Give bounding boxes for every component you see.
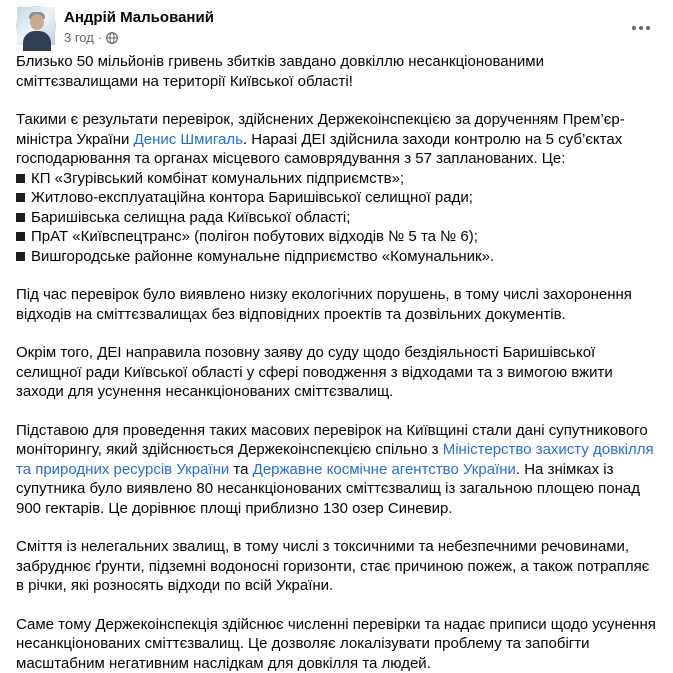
link-denys-shmyhal[interactable]: Денис Шмигаль [134,131,243,148]
paragraph-5-text: Підставою для проведення таких масових перевірок на Київщині стали дані супутникового моніторингу, який здійснюється Держекоінспекцією спільно з [16,422,648,459]
paragraph-5-conj: та [229,461,252,478]
list-item-text: Житлово-експлуатаційна контора Баришівської селищної ради; [31,189,473,206]
black-square-icon [16,213,25,222]
paragraph-2-text-end: . Наразі ДЕІ здійснила заходи контролю на 5 суб’єктах господарювання та органах місцевого самоврядування з 57 запланованих. Це: [16,131,622,168]
black-square-icon [16,232,25,241]
separator-dot: · [98,29,102,46]
link-ministry-environment[interactable]: Міністерство захисту довкілля та природних ресурсів України [16,441,654,478]
more-options-icon-dot [639,26,643,30]
link-space-agency[interactable]: Державне космічне агентство України [253,461,516,478]
author-name[interactable]: Андрій Мальований [64,8,214,27]
more-options-icon-dot [646,26,650,30]
paragraph-5-text-end: . На знімках із супутника було виявлено 80 несанкціонованих сміттєзвалищ із загальною площею понад 900 гектарів. Це дорівнює площі приблизно 130 озер Синевир. [16,461,640,517]
paragraph-5 [16,421,659,519]
list-item-text: Баришівська селищна рада Київської області; [31,209,350,226]
post-meta [64,6,214,46]
paragraph-6: Сміття із нелегальних звалищ, в тому числі з токсичними та небезпечними речовинами, забруднює ґрунти, підземні водоносні горизонти, стає причиною пожеж, а також потрапляє в річки, які розносять відходи по всій України. [16,537,659,596]
paragraph-1: Близько 50 мільйонів гривень збитків завдано довкіллю несанкціонованими сміттєзвалищами на території Київської області! [16,52,659,91]
list-item-text: ПрАТ «Київспецтранс» (полігон побутових відходів № 5 та № 6); [31,228,478,245]
paragraph-2-text: Такими є результати перевірок, здійснених Держекоінспекцією за дорученням Прем’єр-міністра України [16,111,625,148]
list-item [16,227,659,247]
list-item [16,208,659,228]
paragraph-2 [16,110,659,266]
paragraph-7: Саме тому Держекоінспекція здійснює численні перевірки та надає приписи щодо усунення несанкціонованих сміттєзвалищ. Це дозволяє локалізувати проблему та запобігти масштабним негативним наслідкам для довкілля та людей. [16,615,659,673]
more-options-icon [632,26,636,30]
list-item-text: КП «Згурівський комбінат комунальних підприємств»; [31,170,404,187]
list-item [16,188,659,208]
black-square-icon [16,193,25,202]
more-options-button[interactable] [623,10,659,46]
globe-icon [106,32,118,44]
list-item [16,247,659,267]
paragraph-3: Під час перевірок було виявлено низку екологічних порушень, в тому числі захоронення відходів на сміттєзвалищах без відповідних проектів та дозвільних документів. [16,285,659,324]
black-square-icon [16,174,25,183]
post-time[interactable]: 3 год [64,29,94,46]
list-item-text: Вишгородське районне комунальне підприємство «Комунальник». [31,248,494,265]
list-item [16,169,659,189]
paragraph-4: Окрім того, ДЕІ направила позовну заяву до суду щодо бездіяльності Баришівської селищної ради Київської області у сфері поводження з відходами та з вимогою вжити заходи для усунення несанкціонованих сміттєзвалищ. [16,343,659,402]
black-square-icon [16,252,25,261]
post-header [16,0,659,52]
avatar[interactable] [16,6,56,46]
post-text [16,52,659,673]
post-subline [64,29,214,46]
